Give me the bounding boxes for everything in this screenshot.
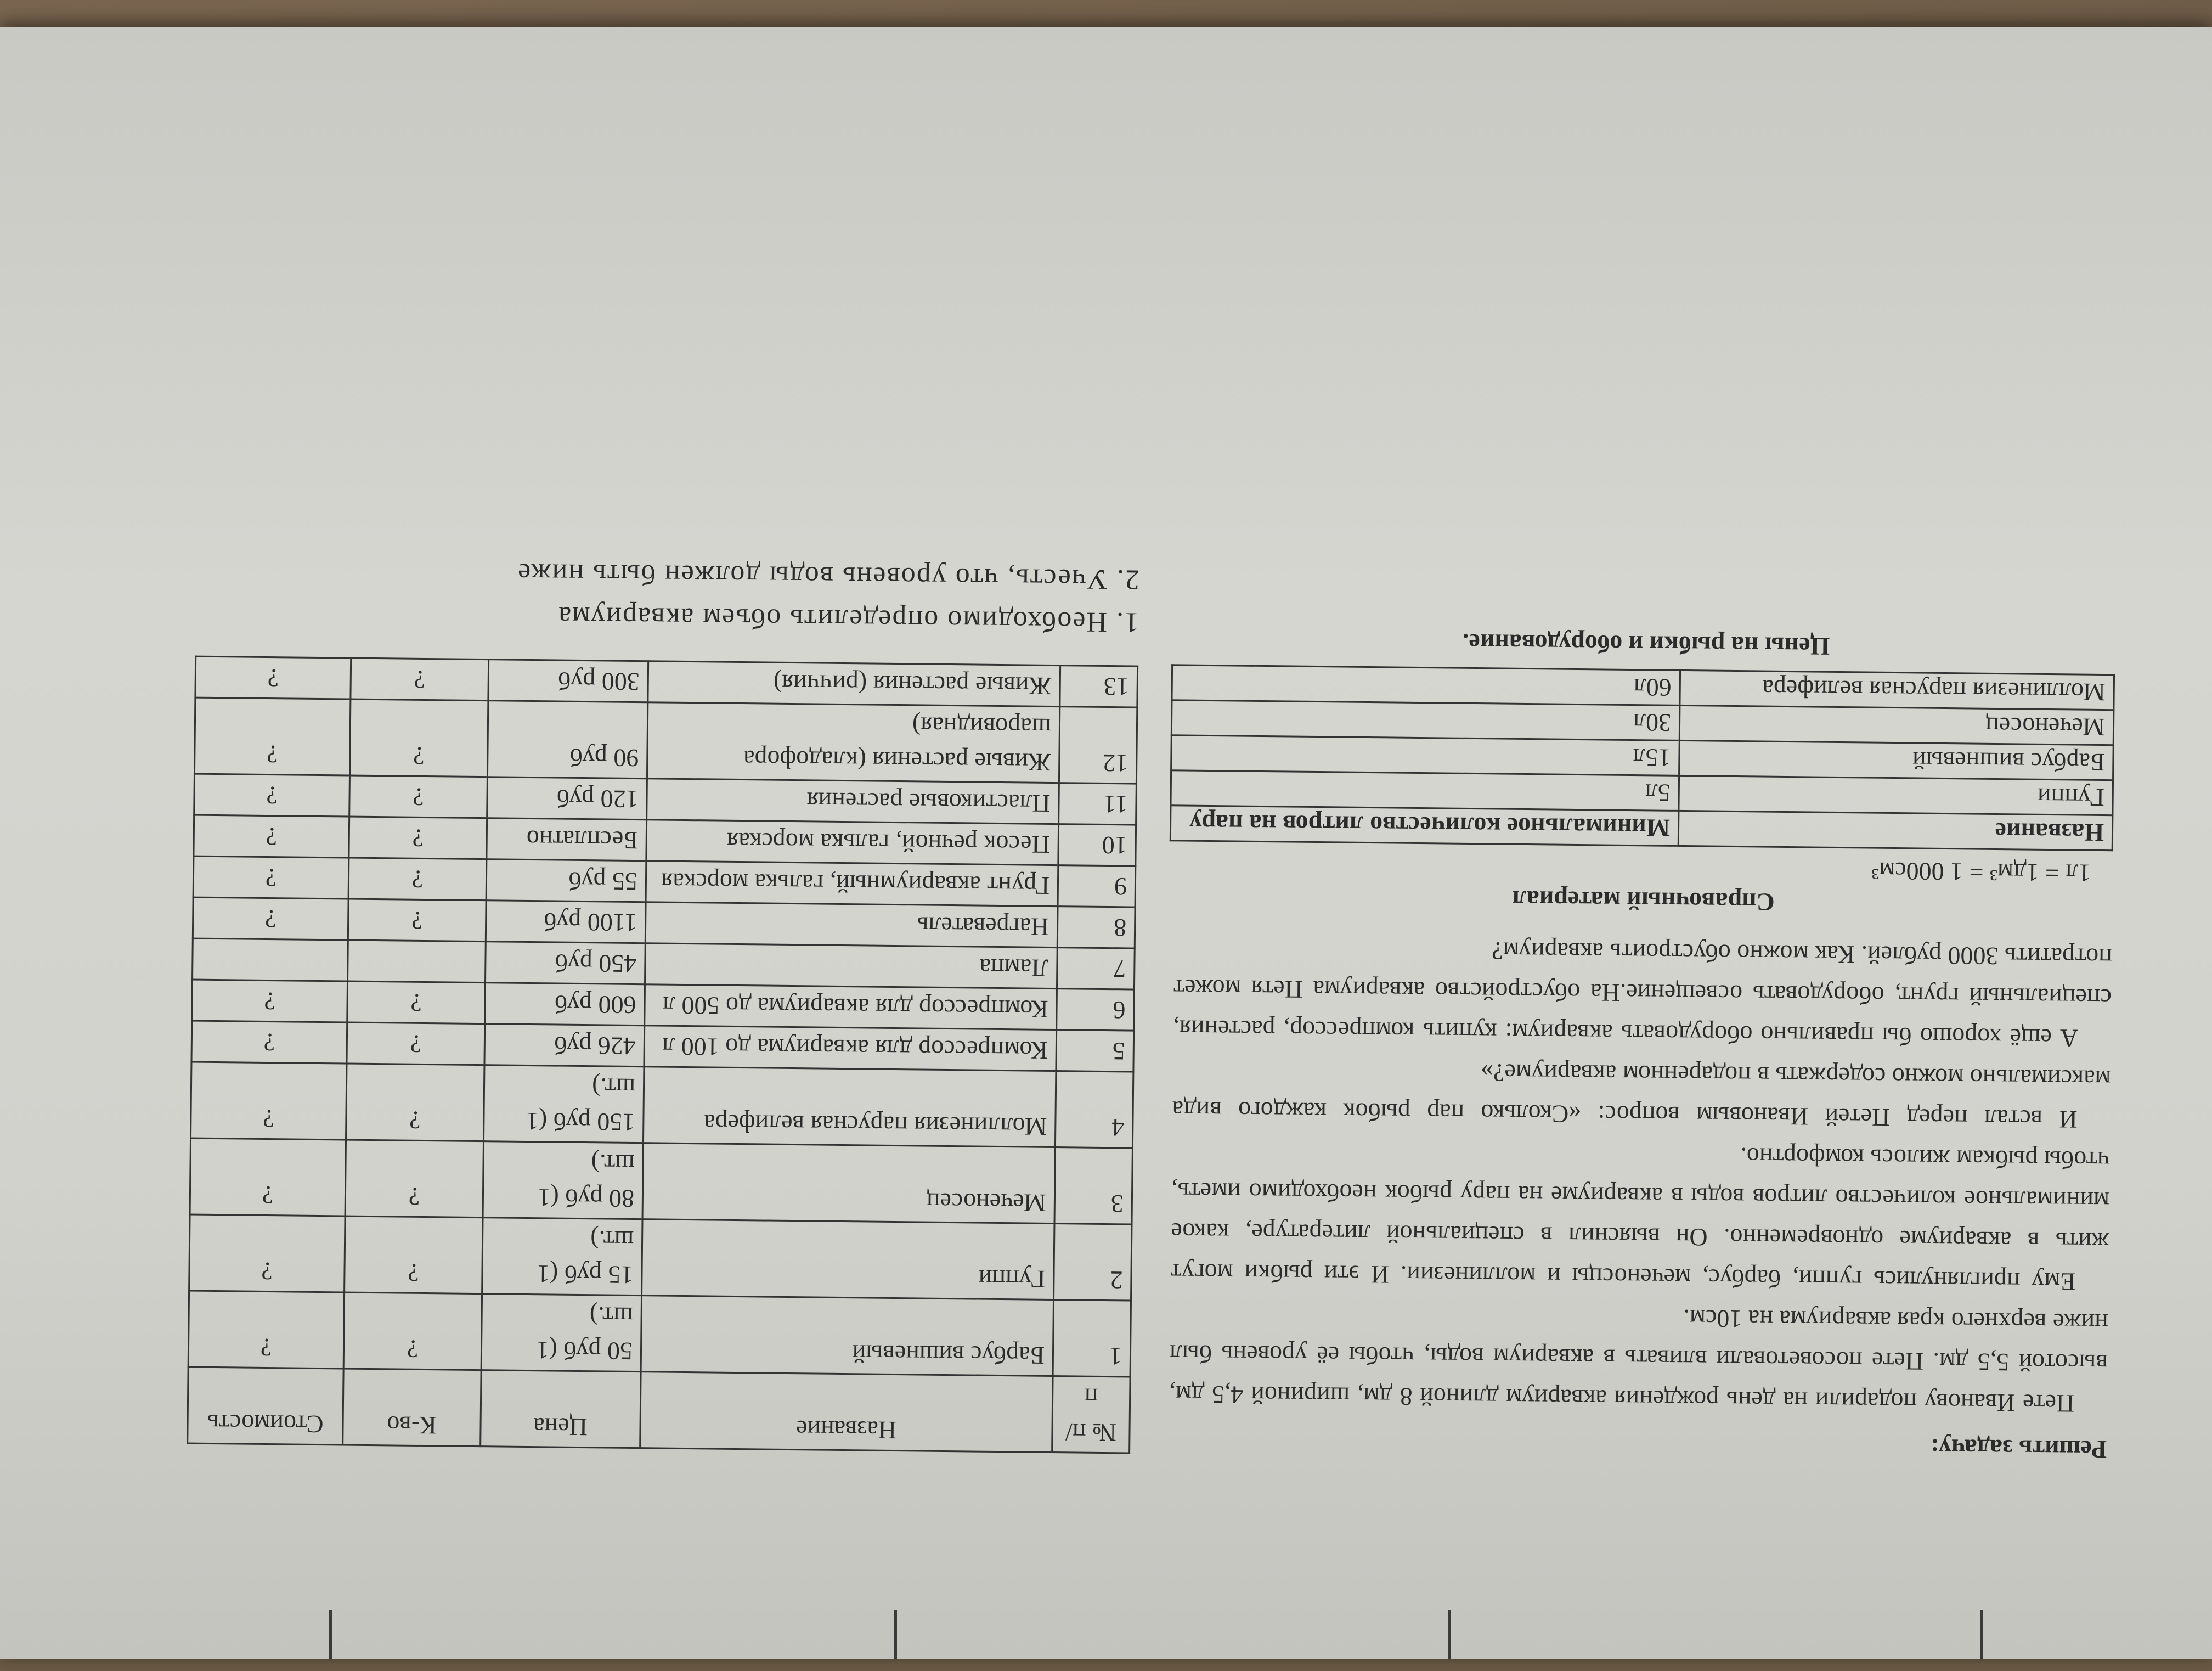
row-number: 10 (1058, 824, 1136, 866)
note-item: 2. Учесть, что уровень воды должен быть ниже (516, 557, 1140, 595)
table-row (188, 1291, 1131, 1377)
table-row (190, 1138, 1132, 1224)
column-header: Название (1678, 811, 2113, 850)
item-cost: ? (191, 1062, 347, 1140)
table-cell: 5л (1171, 770, 1679, 811)
item-name: Пластиковые растения (647, 779, 1059, 824)
item-price: 600 руб (485, 983, 645, 1026)
task-paragraph: А ещё хорошо бы правильно оборудовать аквариум: купить компрессор, растения, специальный грунт, оборудовать освещение.На обустройство аквариума Петя может потратить 3000 рублей. Как можно обустроить аквариум? (1172, 937, 2112, 1053)
item-name: Моллинезия парусная велифера (643, 1067, 1056, 1147)
item-qty: ? (343, 1292, 482, 1370)
row-number: 3 (1054, 1147, 1132, 1224)
item-price: 55 руб (486, 859, 646, 902)
item-qty: ? (347, 1022, 485, 1065)
item-name: Барбус вишневый (641, 1296, 1053, 1376)
item-cost: ? (188, 1291, 344, 1369)
item-name: Живые растения (риччия) (648, 661, 1060, 707)
table-row (189, 1214, 1132, 1301)
item-price: 15 руб (1 шт.) (482, 1218, 642, 1296)
item-cost: ? (190, 1138, 346, 1216)
task-section (1169, 625, 2115, 1464)
row-number: 1 (1053, 1300, 1131, 1377)
column-header: К-во (343, 1369, 481, 1447)
column-header: Цена (481, 1370, 641, 1448)
prices-title: Цены на рыбки и оборудование. (1462, 628, 1830, 661)
row-number: 2 (1054, 1224, 1132, 1301)
item-name: Гуппи (642, 1219, 1054, 1300)
item-name: Компрессор для аквариума до 100 л (644, 1026, 1057, 1071)
task-paragraph: Пете Иванову подарили на день рождения аквариум длиной 8 дм, шириной 4,5 дм, высотой 5,5 дм. Пете посоветовали вливать в аквариум воды, чтобы её уровень был ниже верхнего края аквариума на 10см. (1169, 1304, 2108, 1418)
item-cost (193, 938, 348, 981)
column-header: Минимальное количество литров на пару (1170, 806, 1679, 846)
item-cost: ? (189, 1214, 345, 1292)
item-qty: ? (347, 981, 486, 1024)
task-paragraph: И встал перед Петей Ивановым вопрос: «Сколько пар рыбок каждого вида максимально можно содержать в подаренном аквариуме?» (1172, 1059, 2111, 1134)
table-cell: 30л (1171, 700, 1680, 741)
reference-table (1170, 664, 2115, 851)
item-qty (348, 940, 486, 983)
item-qty: ? (345, 1216, 483, 1294)
item-price: 1100 руб (486, 901, 646, 943)
task-title: Решить задачу: (1930, 1433, 2107, 1464)
table-row (194, 697, 1137, 784)
item-name: Лампа (645, 943, 1058, 989)
row-number: 4 (1055, 1071, 1133, 1148)
reference-formula: 1л = 1дм³ = 1 000см³ (1871, 857, 2091, 887)
item-price: 426 руб (484, 1024, 645, 1067)
row-number: 9 (1058, 865, 1136, 907)
item-name: Песок речной, галька морская (646, 820, 1059, 865)
item-cost: ? (191, 1021, 347, 1064)
note-item: 1. Необходимо определить объем аквариума (557, 600, 1139, 638)
item-price: 50 руб (1 шт.) (481, 1294, 641, 1372)
row-number: 8 (1057, 907, 1135, 948)
row-number: 7 (1057, 948, 1135, 989)
item-qty: ? (348, 858, 487, 901)
row-number: 6 (1057, 989, 1135, 1031)
table-cell: Меченосец (1679, 705, 2114, 745)
item-name: Компрессор для аквариума до 500 л (645, 984, 1057, 1030)
item-price: 450 руб (486, 942, 646, 984)
prices-table (187, 656, 1138, 1454)
item-qty: ? (348, 899, 486, 942)
table-cell: 60л (1172, 665, 1680, 706)
item-qty: ? (349, 699, 488, 777)
item-cost: ? (194, 697, 350, 775)
item-qty: ? (349, 817, 487, 859)
item-name: Меченосец (642, 1143, 1055, 1224)
item-qty: ? (346, 1064, 484, 1141)
reference-title: Справочный материал (1512, 885, 1775, 916)
item-name: Грунт аквариумный, галька морская (646, 861, 1058, 907)
table-header-row (188, 1367, 1130, 1453)
notes-list (195, 548, 1140, 644)
item-qty: ? (345, 1140, 483, 1218)
item-price: Бесплатно (487, 818, 647, 861)
table-cell: Гуппи (1679, 775, 2113, 815)
item-price: 150 руб (1 шт.) (483, 1065, 644, 1143)
item-cost: ? (194, 815, 349, 858)
item-cost: ? (194, 774, 350, 817)
item-cost: ? (193, 897, 348, 940)
table-row (191, 1062, 1133, 1148)
item-price: 300 руб (488, 660, 648, 702)
item-cost: ? (192, 980, 348, 1022)
item-name: Живые растения (кладофора шаровидная) (647, 702, 1059, 783)
column-header: Стоимость (188, 1367, 343, 1445)
table-cell: 15л (1171, 735, 1680, 776)
item-cost: ? (193, 856, 349, 899)
item-qty: ? (349, 775, 488, 818)
prices-section (187, 548, 1139, 1454)
item-name: Нагреватель (645, 902, 1058, 948)
column-header: Название (640, 1372, 1053, 1453)
row-number: 13 (1060, 666, 1138, 707)
table-cell: Барбус вишневый (1679, 740, 2114, 780)
item-qty: ? (351, 658, 489, 701)
row-number: 12 (1059, 707, 1137, 784)
item-price: 120 руб (487, 777, 647, 820)
item-price: 90 руб (487, 701, 647, 779)
item-price: 80 руб (1 шт.) (483, 1141, 643, 1219)
row-number: 5 (1056, 1030, 1134, 1072)
column-header: № п/п (1052, 1376, 1130, 1453)
task-paragraph: Ему приглянулись гуппи, барбус, меченосцы и моллинезии. И эти рыбки могут жить в аквариуме одновременно. Он выяснил в специальной литературе, какое минимальное количество литров воды в аквариуме на пару рыбок необходимо иметь, чтобы рыбкам жилось комфортно. (1170, 1143, 2111, 1296)
table-cell: Моллинезия парусная велифера (1680, 670, 2114, 710)
row-number: 11 (1059, 783, 1137, 825)
item-cost: ? (195, 656, 351, 699)
